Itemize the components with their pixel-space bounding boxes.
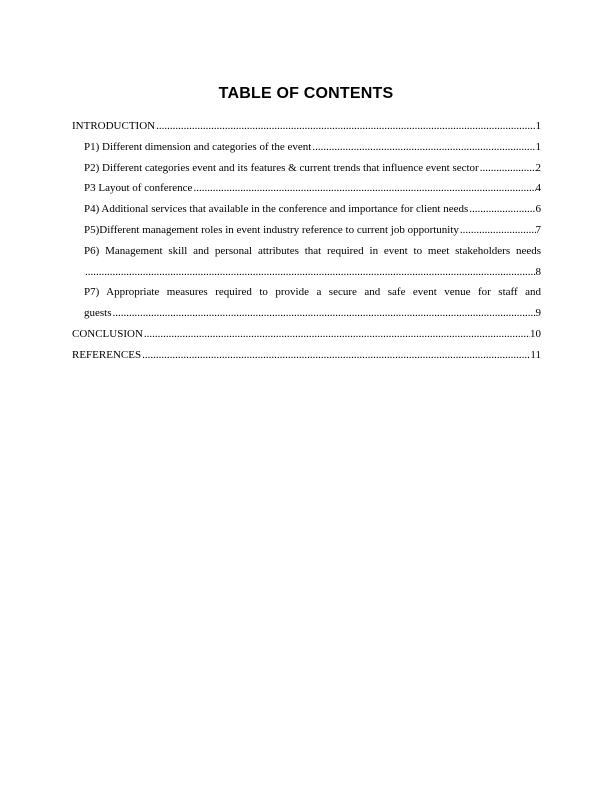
toc-entry-p6[interactable] [72,241,541,262]
toc-page-number: 7 [535,223,541,236]
page-title: TABLE OF CONTENTS [218,85,394,102]
dot-leader [144,324,530,345]
toc-entry-label: P5)Different management roles in event industry reference to current job opportunity [84,223,459,236]
toc-entry-p1[interactable] [72,137,541,158]
toc-page-number: 6 [535,203,541,216]
toc-entry-label: INTRODUCTION [72,120,156,132]
dot-leader [156,116,535,137]
toc-entry-label: P3 Layout of conference [84,182,193,195]
dot-leader [113,303,536,324]
toc-entry-references[interactable] [72,345,541,366]
dot-leader [460,220,536,241]
toc-entry-p4[interactable] [72,199,541,220]
toc-page-number: 2 [535,161,541,174]
toc-page-number: 1 [535,140,541,153]
toc-page-number: 9 [535,307,541,320]
toc-page-number: 10 [530,327,541,340]
toc-entry-label-continued: guests [84,307,112,320]
toc-page-number: 8 [535,265,541,278]
dot-leader [469,199,535,220]
toc-page-number: 4 [535,182,541,195]
toc-entry-label: P4) Additional services that available in the conference and importance for client needs [84,203,469,216]
toc-entry-p5[interactable] [72,220,541,241]
toc-entry-p3[interactable] [72,178,541,199]
toc-entry-label: P1) Different dimension and categories of the event [84,140,312,153]
toc-entry-label: P2) Different categories event and its features & current trends that influence event sector [84,161,479,174]
toc-page-number: 11 [530,348,541,361]
dot-leader [312,137,535,158]
toc-entry-label: P7) Appropriate measures required to provide a secure and safe event venue for staff and [84,286,541,299]
toc-entry-p2[interactable] [72,158,541,179]
toc-entry-p7-continuation[interactable] [72,303,541,324]
toc-entry-label: P6) Management skill and personal attributes that required in event to meet stakeholders needs [84,244,541,257]
dot-leader [85,262,536,283]
toc-entry-introduction[interactable] [72,116,541,137]
dot-leader [193,178,535,199]
toc-entry-p6-continuation[interactable] [72,262,541,283]
dot-leader [142,345,530,366]
toc-page-number: 1 [535,120,541,132]
toc-entry-conclusion[interactable] [72,324,541,345]
toc-entry-label: REFERENCES [72,348,142,361]
table-of-contents [72,116,541,366]
toc-entry-p7[interactable] [72,282,541,303]
toc-entry-label: CONCLUSION [72,327,143,340]
dot-leader [480,158,536,179]
